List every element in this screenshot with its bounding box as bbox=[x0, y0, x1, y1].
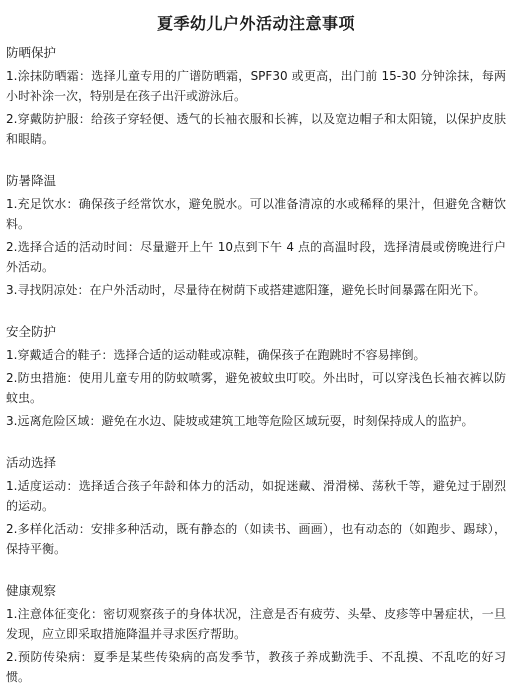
list-item: 1.充足饮水：确保孩子经常饮水，避免脱水。可以准备清凉的水或稀释的果汁，但避免含糖饮料。 bbox=[6, 197, 506, 231]
list-item: 2.穿戴防护服：给孩子穿轻便、透气的长袖衣服和长裤，以及宽边帽子和太阳镜，以保护皮肤和眼睛。 bbox=[6, 112, 506, 146]
list-item: 2.防虫措施：使用儿童专用的防蚊喷雾，避免被蚊虫叮咬。外出时，可以穿浅色长袖衣裤以防蚊虫。 bbox=[6, 371, 506, 405]
section-heading: 安全防护 bbox=[6, 324, 57, 339]
list-item: 2.选择合适的活动时间：尽量避开上午 10点到下午 4 点的高温时段，选择清晨或傍晚进行户外活动。 bbox=[6, 240, 506, 274]
list-item: 3.寻找阴凉处：在户外活动时，尽量待在树荫下或搭建遮阳篷，避免长时间暴露在阳光下。 bbox=[6, 283, 486, 297]
section-safety bbox=[6, 322, 506, 431]
list-item: 3.远离危险区域：避免在水边、陡坡或建筑工地等危险区域玩耍，时刻保持成人的监护。 bbox=[6, 414, 474, 428]
list-item: 1.注意体征变化：密切观察孩子的身体状况，注意是否有疲劳、头晕、皮疹等中暑症状，一旦发现，应立即采取措施降温并寻求医疗帮助。 bbox=[6, 607, 506, 641]
section-heading: 活动选择 bbox=[6, 455, 57, 470]
list-item: 2.多样化活动：安排多种活动，既有静态的（如读书、画画），也有动态的（如跑步、踢球），保持平衡。 bbox=[6, 522, 506, 556]
section-sun-protection bbox=[6, 43, 506, 149]
list-item: 1.适度运动：选择适合孩子年龄和体力的活动，如捉迷藏、滑滑梯、荡秋千等，避免过于剧烈的运动。 bbox=[6, 479, 506, 513]
list-item: 1.涂抹防晒霜：选择儿童专用的广谱防晒霜，SPF30 或更高，出门前 15-30 分钟涂抹，每两小时补涂一次，特别是在孩子出汗或游泳后。 bbox=[6, 69, 506, 103]
list-item: 1.穿戴适合的鞋子：选择合适的运动鞋或凉鞋，确保孩子在跑跳时不容易摔倒。 bbox=[6, 348, 426, 362]
section-heading: 健康观察 bbox=[6, 583, 57, 598]
section-health-observation bbox=[6, 581, 506, 687]
section-heading: 防暑降温 bbox=[6, 173, 57, 188]
document-title: 夏季幼儿户外活动注意事项 bbox=[156, 14, 355, 33]
section-heading: 防晒保护 bbox=[6, 45, 57, 60]
section-activity-choice bbox=[6, 453, 506, 559]
section-heat-prevention bbox=[6, 171, 506, 300]
list-item: 2.预防传染病：夏季是某些传染病的高发季节，教孩子养成勤洗手、不乱摸、不乱吃的好习惯。 bbox=[6, 650, 506, 684]
